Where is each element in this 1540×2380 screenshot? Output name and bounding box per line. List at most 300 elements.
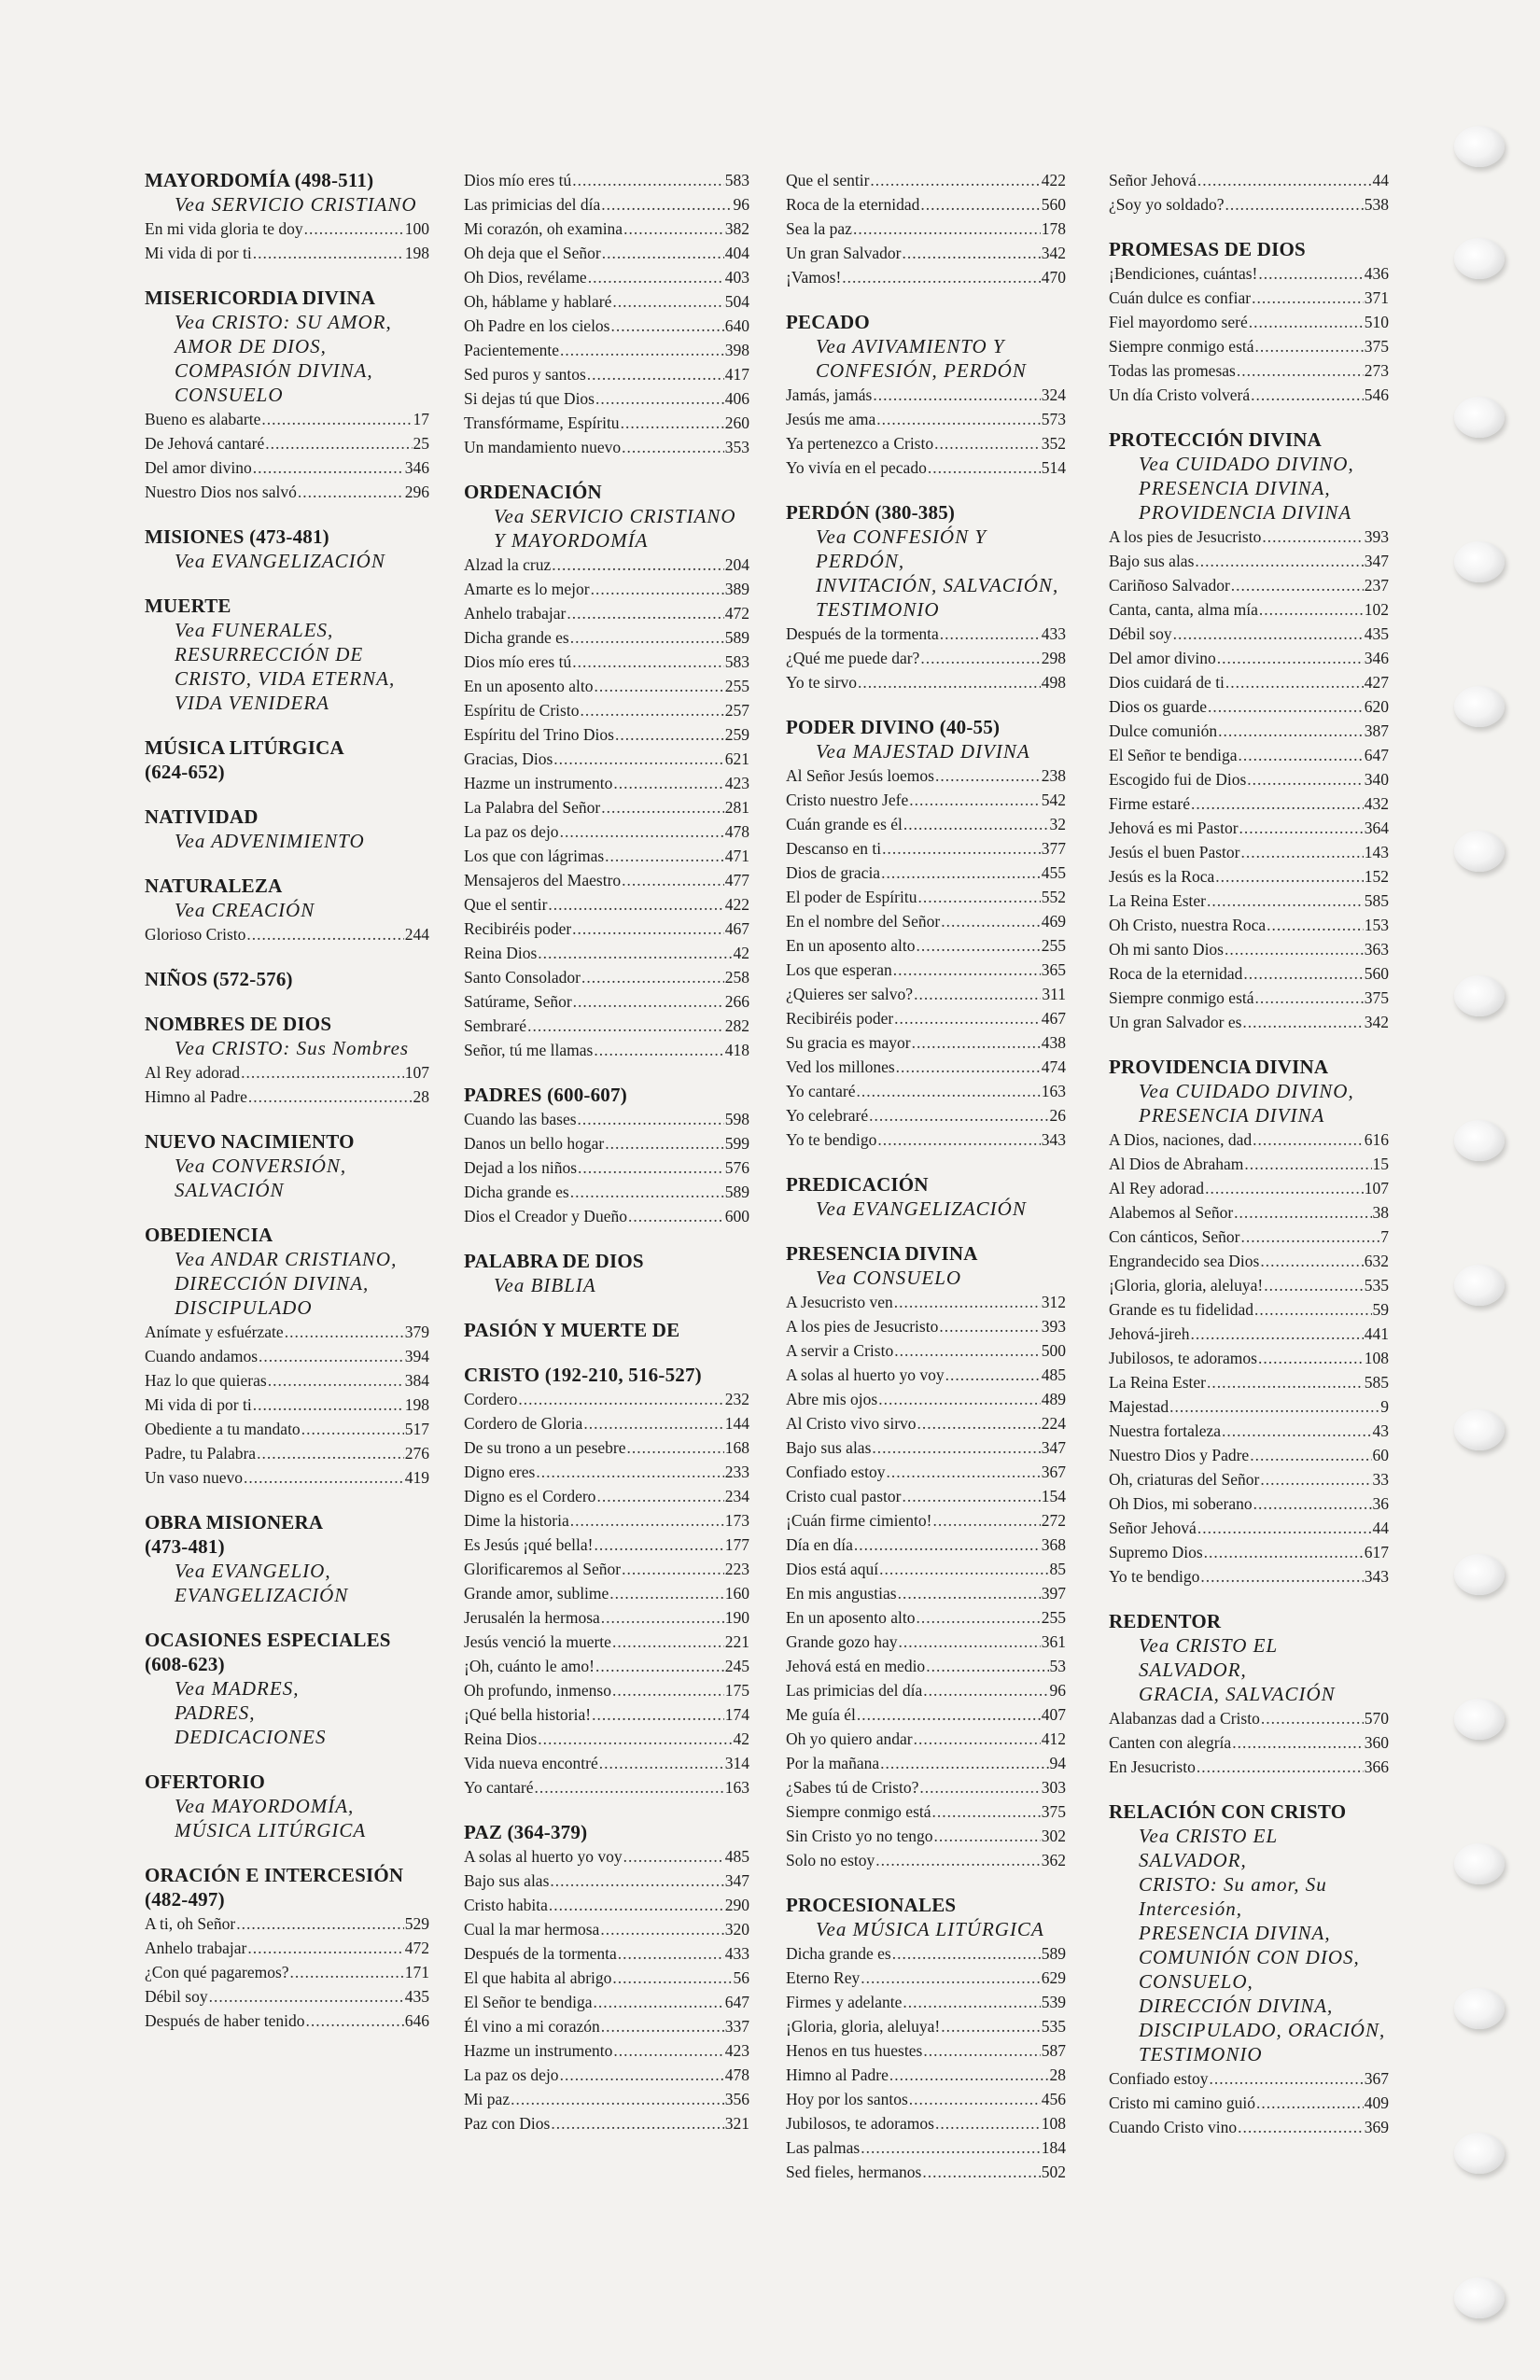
section-heading: OBEDIENCIA	[145, 1224, 273, 1246]
index-section	[145, 1887, 429, 2033]
see-also-reference: Vea CREACIÓN	[175, 899, 315, 921]
dot-leader	[854, 1533, 1041, 1557]
dot-leader	[861, 1966, 1041, 1990]
dot-leader	[898, 1581, 1041, 1605]
section-heading: MÚSICA LITÚRGICA	[145, 736, 344, 759]
hymn-title: Jesús el buen Pastor	[1109, 843, 1240, 861]
hymn-number: 403	[724, 268, 749, 287]
index-entry	[786, 2160, 1066, 2184]
hymn-number: 546	[1364, 385, 1389, 404]
hymn-number: 224	[1041, 1414, 1066, 1433]
dot-leader	[304, 217, 404, 241]
dot-leader	[572, 168, 724, 192]
index-section	[145, 168, 429, 265]
hymn-title: Digno eres	[464, 1463, 536, 1481]
section-spacer	[786, 1872, 1066, 1893]
index-section	[145, 594, 429, 715]
hymn-title: Oh yo quiero andar	[786, 1729, 913, 1748]
index-entry	[786, 1966, 1066, 1990]
hymn-title: Cristo mi camino guió	[1109, 2093, 1256, 2112]
hymn-number: 422	[724, 895, 749, 914]
hymn-title: El que habita al abrigo	[464, 1968, 612, 1987]
dot-leader	[857, 1702, 1041, 1727]
index-entry	[1109, 1370, 1389, 1394]
index-entry	[786, 1435, 1066, 1460]
hymn-title: Al Dios de Abraham	[1109, 1155, 1244, 1173]
dot-leader	[1254, 1297, 1371, 1322]
dot-leader	[592, 1702, 724, 1727]
dot-leader	[1197, 1755, 1364, 1779]
index-entry	[464, 989, 749, 1014]
hymn-number: 616	[1364, 1130, 1389, 1149]
hymn-number: 472	[724, 604, 749, 623]
hymn-title: Bueno es alabarte	[145, 410, 261, 428]
dot-leader	[889, 2063, 1049, 2087]
index-entry	[786, 1363, 1066, 1387]
index-entry	[786, 958, 1066, 982]
index-entry	[1109, 286, 1389, 310]
hymn-title: Siempre conmigo está	[786, 1802, 931, 1821]
index-entry	[464, 289, 749, 314]
hymn-number: 552	[1041, 888, 1066, 906]
hymn-title: Oh profundo, inmenso	[464, 1681, 611, 1700]
section-heading: MAYORDOMÍA (498-511)	[145, 169, 374, 191]
hymn-title: Cristo habita	[464, 1896, 548, 1914]
index-entry	[786, 1387, 1066, 1411]
dot-leader	[1173, 622, 1364, 646]
hymn-title: Eterno Rey	[786, 1968, 861, 1987]
hymn-title: Cuán grande es él	[786, 815, 903, 833]
hymn-title: Jehová-jireh	[1109, 1324, 1190, 1343]
section-heading: PODER DIVINO (40-55)	[786, 716, 1001, 738]
hymn-title: Canta, canta, alma mía	[1109, 600, 1258, 619]
hymn-number: 469	[1041, 912, 1066, 931]
dot-leader	[1262, 525, 1363, 549]
index-entry	[1109, 1297, 1389, 1322]
hymn-title: Al Cristo vivo sirvo	[786, 1414, 917, 1433]
dot-leader	[253, 455, 404, 480]
index-entry	[1109, 192, 1389, 217]
index-entry	[786, 265, 1066, 289]
hymn-number: 25	[413, 434, 429, 453]
dot-leader	[549, 1893, 724, 1917]
dot-leader	[594, 1038, 723, 1062]
section-spacer	[786, 289, 1066, 310]
dot-leader	[261, 407, 412, 431]
hymn-title: Mensajeros del Maestro	[464, 871, 622, 889]
index-entry	[145, 1465, 429, 1490]
index-entry	[786, 622, 1066, 646]
index-entry	[786, 1508, 1066, 1533]
hymn-number: 620	[1364, 697, 1389, 716]
hymn-number: 44	[1372, 1519, 1389, 1537]
hymn-title: Señor Jehová	[1109, 1519, 1197, 1537]
index-section	[786, 715, 1066, 1152]
hymn-title: A los pies de Jesucristo	[1109, 527, 1262, 546]
dot-leader	[247, 1936, 403, 1960]
binding-hole-icon	[1454, 2277, 1505, 2318]
hymn-number: 9	[1380, 1397, 1389, 1416]
hymn-number: 160	[724, 1584, 749, 1603]
index-entry	[786, 1127, 1066, 1152]
hymn-title: Al Señor Jesús loemos	[786, 766, 934, 785]
hymn-title: Jesús venció la muerte	[464, 1632, 611, 1651]
dot-leader	[601, 2014, 724, 2038]
index-entry	[786, 431, 1066, 455]
index-entry	[1109, 791, 1389, 816]
hymn-number: 342	[1364, 1013, 1389, 1031]
hymn-title: Sembraré	[464, 1016, 527, 1035]
hymn-number: 337	[724, 2017, 749, 2036]
hymn-title: En un aposento alto	[786, 1608, 916, 1627]
hymn-title: ¡Oh, cuánto le amo!	[464, 1657, 595, 1675]
dot-leader	[1215, 864, 1364, 889]
hymn-number: 412	[1041, 1729, 1066, 1748]
hymn-number: 587	[1041, 2041, 1066, 2060]
hymn-title: Oh Cristo, nuestra Roca	[1109, 916, 1267, 934]
index-entry	[1109, 889, 1389, 913]
hymn-title: Al Rey adorad	[1109, 1179, 1205, 1197]
index-entry	[786, 933, 1066, 958]
binding-hole-icon	[1454, 397, 1505, 438]
hymn-title: A ti, oh Señor	[145, 1914, 236, 1933]
dot-leader	[551, 2111, 723, 2135]
hymn-number: 467	[1041, 1009, 1066, 1028]
see-also-reference: PRESENCIA DIVINA	[1139, 1104, 1325, 1127]
index-entry	[464, 338, 749, 362]
hymn-title: Dios mío eres tú	[464, 652, 572, 671]
index-entry	[145, 1344, 429, 1368]
section-spacer	[145, 265, 429, 286]
hymn-title: Cual la mar hermosa	[464, 1920, 600, 1939]
index-section	[145, 1652, 429, 1749]
see-also-reference: VIDA VENIDERA	[175, 692, 329, 714]
index-section	[145, 1628, 429, 1652]
section-heading: (482-497)	[145, 1888, 225, 1911]
hymn-title: Oh, criaturas del Señor	[1109, 1470, 1260, 1489]
see-also-reference: Vea CUIDADO DIVINO,	[1139, 453, 1354, 475]
dot-leader	[1253, 1491, 1372, 1516]
index-entry	[464, 650, 749, 674]
see-also-reference: TESTIMONIO	[1139, 2043, 1263, 2065]
dot-leader	[290, 1960, 404, 1984]
index-entry	[1109, 358, 1389, 383]
hymn-title: A solas al huerto yo voy	[786, 1365, 945, 1384]
section-heading: PAZ (364-379)	[464, 1821, 588, 1843]
dot-leader	[599, 1751, 724, 1775]
see-also-reference: Vea EVANGELIZACIÓN	[175, 550, 385, 572]
see-also-reference: CONFESIÓN, PERDÓN	[816, 359, 1027, 382]
hymn-title: Sed fieles, hermanos	[786, 2163, 922, 2181]
hymn-number: 382	[724, 219, 749, 238]
hymn-title: Roca de la eternidad	[786, 195, 920, 214]
dot-leader	[1258, 1346, 1364, 1370]
hymn-number: 365	[1041, 960, 1066, 979]
hymn-title: En Jesucristo	[1109, 1757, 1196, 1776]
index-entry	[464, 314, 749, 338]
hymn-number: 343	[1364, 1567, 1389, 1586]
hymn-title: Oh Padre en los cielos	[464, 316, 610, 335]
dot-leader	[932, 1799, 1041, 1824]
index-entry	[464, 674, 749, 698]
section-spacer	[1109, 1034, 1389, 1055]
index-entry	[464, 386, 749, 411]
hymn-number: 143	[1364, 843, 1389, 861]
see-also-reference: Vea MAYORDOMÍA,	[175, 1795, 355, 1817]
hymn-title: Vida nueva encontré	[464, 1754, 598, 1772]
see-also-reference: PROVIDENCIA DIVINA	[1139, 501, 1352, 524]
dot-leader	[612, 1630, 724, 1654]
see-also-reference: Vea ANDAR CRISTIANO,	[175, 1248, 398, 1270]
index-entry	[1109, 2091, 1389, 2115]
hymn-number: 17	[413, 410, 429, 428]
dot-leader	[560, 2063, 724, 2087]
index-entry	[464, 1966, 749, 1990]
dot-leader	[1195, 549, 1363, 573]
see-also-reference: Vea CRISTO: Sus Nombres	[175, 1037, 410, 1059]
index-entry	[464, 917, 749, 941]
hymn-number: 232	[724, 1390, 749, 1408]
index-section	[464, 1820, 749, 2135]
index-entry	[1109, 719, 1389, 743]
hymn-number: 570	[1364, 1709, 1389, 1728]
hymn-number: 598	[724, 1110, 749, 1128]
index-entry	[464, 1411, 749, 1435]
dot-leader	[886, 1460, 1040, 1484]
dot-leader	[878, 1387, 1041, 1411]
hymn-number: 535	[1041, 2017, 1066, 2036]
section-spacer	[464, 1342, 749, 1363]
section-heading: NATIVIDAD	[145, 805, 259, 828]
hymn-number: 485	[724, 1847, 749, 1866]
hymn-number: 221	[724, 1632, 749, 1651]
hymn-title: Fiel mayordomo seré	[1109, 313, 1248, 331]
hymn-title: Glorioso Cristo	[145, 925, 246, 944]
see-also-reference: CONSUELO,	[1139, 1970, 1253, 1993]
index-entry	[464, 362, 749, 386]
dot-leader	[1250, 1443, 1371, 1467]
index-entry	[464, 1533, 749, 1557]
dot-leader	[903, 812, 1049, 836]
hymn-number: 290	[724, 1896, 749, 1914]
index-entry	[1109, 1273, 1389, 1297]
dot-leader	[578, 1155, 724, 1180]
index-entry	[464, 1702, 749, 1727]
index-section	[464, 1083, 749, 1228]
hymn-number: 542	[1041, 791, 1066, 809]
hymn-number: 42	[733, 1729, 749, 1748]
index-entry	[1109, 2115, 1389, 2139]
index-entry	[1109, 2066, 1389, 2091]
index-entry	[464, 1387, 749, 1411]
index-entry	[786, 1605, 1066, 1630]
hymn-title: Al Rey adorad	[145, 1063, 241, 1082]
hymn-title: El poder de Espíritu	[786, 888, 917, 906]
index-entry	[1109, 525, 1389, 549]
hymn-number: 617	[1364, 1543, 1389, 1561]
index-entry	[786, 407, 1066, 431]
index-entry	[1109, 1225, 1389, 1249]
index-entry	[1109, 743, 1389, 767]
hymn-number: 502	[1041, 2163, 1066, 2181]
hymn-number: 85	[1049, 1560, 1066, 1578]
dot-leader	[1207, 889, 1364, 913]
index-entry	[786, 1581, 1066, 1605]
hymn-number: 153	[1364, 916, 1389, 934]
section-spacer	[145, 784, 429, 805]
dot-leader	[1239, 816, 1364, 840]
hymn-number: 26	[1049, 1106, 1066, 1125]
hymn-number: 255	[1041, 1608, 1066, 1627]
index-entry	[464, 965, 749, 989]
index-entry	[1109, 261, 1389, 286]
dot-leader	[1247, 767, 1363, 791]
hymn-number: 7	[1380, 1227, 1389, 1246]
dot-leader	[602, 241, 724, 265]
hymn-title: Sin Cristo yo no tengo	[786, 1827, 933, 1845]
dot-leader	[1253, 1127, 1364, 1152]
hymn-number: 340	[1364, 770, 1389, 789]
index-section	[464, 1363, 749, 1799]
index-entry	[1109, 670, 1389, 694]
section-spacer	[145, 504, 429, 525]
index-entry	[145, 455, 429, 480]
dot-leader	[570, 1508, 724, 1533]
hymn-number: 419	[404, 1468, 429, 1487]
dot-leader	[1239, 743, 1364, 767]
hymn-title: Del amor divino	[1109, 649, 1216, 667]
index-entry	[464, 1155, 749, 1180]
section-spacer	[1109, 217, 1389, 237]
hymn-title: Yo cantaré	[786, 1082, 856, 1100]
section-heading: PROVIDENCIA DIVINA	[1109, 1056, 1329, 1078]
section-heading: PERDÓN (380-385)	[786, 501, 956, 524]
dot-leader	[622, 868, 724, 892]
section-heading: NOMBRES DE DIOS	[145, 1013, 332, 1035]
hymn-number: 102	[1364, 600, 1389, 619]
hymn-number: 384	[404, 1371, 429, 1390]
hymn-number: 375	[1364, 337, 1389, 356]
see-also-reference: Vea BIBLIA	[494, 1274, 596, 1296]
see-also-reference: Vea CRISTO EL SALVADOR,	[1139, 1825, 1278, 1871]
dot-leader	[623, 217, 724, 241]
index-section	[786, 168, 1066, 289]
dot-leader	[1169, 1394, 1379, 1419]
dot-leader	[298, 480, 404, 504]
index-entry	[464, 241, 749, 265]
index-entry	[1109, 646, 1389, 670]
hymn-number: 258	[724, 968, 749, 987]
section-heading: PECADO	[786, 311, 870, 333]
index-entry	[464, 577, 749, 601]
hymn-number: 178	[1041, 219, 1066, 238]
section-spacer	[464, 459, 749, 480]
hymn-title: Me guía él	[786, 1705, 856, 1724]
hymn-title: Cuando las bases	[464, 1110, 577, 1128]
hymn-number: 343	[1041, 1130, 1066, 1149]
hymn-number: 423	[724, 774, 749, 792]
dot-leader	[209, 1984, 404, 2009]
hymn-number: 394	[404, 1347, 429, 1365]
index-entry	[786, 1484, 1066, 1508]
hymn-number: 171	[404, 1963, 429, 1981]
dot-leader	[265, 431, 412, 455]
hymn-title: El Señor te bendiga	[1109, 746, 1238, 764]
hymn-number: 583	[724, 652, 749, 671]
dot-leader	[1255, 986, 1364, 1010]
dot-leader	[928, 455, 1041, 480]
binding-hole-icon	[1454, 1699, 1505, 1740]
see-also-reference: Vea CONSUELO	[816, 1267, 962, 1289]
index-entry	[1109, 961, 1389, 986]
dot-leader	[880, 1751, 1048, 1775]
dot-leader	[926, 1654, 1048, 1678]
hymn-number: 409	[1364, 2093, 1389, 2112]
dot-leader	[1249, 310, 1364, 334]
hymn-number: 198	[404, 244, 429, 262]
hymn-title: Sed puros y santos	[464, 365, 586, 384]
hymn-title: Yo vivía en el pecado	[786, 458, 927, 477]
see-also-reference: DIRECCIÓN DIVINA,	[1139, 1995, 1334, 2017]
hymn-number: 347	[1041, 1438, 1066, 1457]
hymn-title: Anímate y esfuérzate	[145, 1323, 284, 1341]
dot-leader	[923, 2038, 1040, 2063]
hymn-number: 238	[1041, 766, 1066, 785]
hymn-number: 94	[1049, 1754, 1066, 1772]
index-entry	[464, 435, 749, 459]
dot-leader	[941, 909, 1041, 933]
hymn-number: 398	[724, 341, 749, 359]
hymn-title: Himno al Padre	[145, 1087, 247, 1106]
hymn-title: Mi vida di por ti	[145, 1395, 252, 1414]
hymn-title: Señor, tú me llamas	[464, 1041, 594, 1059]
index-entry	[786, 1103, 1066, 1127]
hymn-title: Confiado estoy	[1109, 2069, 1209, 2088]
hymn-title: Mi corazón, oh examina	[464, 219, 623, 238]
index-entry	[464, 265, 749, 289]
dot-leader	[1225, 937, 1364, 961]
see-also-reference: CRISTO: Su amor, Su	[1139, 1873, 1327, 1896]
hymn-number: 535	[1364, 1276, 1389, 1295]
dot-leader	[853, 217, 1041, 241]
dot-leader	[1204, 1540, 1364, 1564]
index-entry	[786, 1557, 1066, 1581]
index-section	[145, 525, 429, 573]
hymn-title: Paz con Dios	[464, 2114, 551, 2133]
dot-leader	[1234, 1200, 1371, 1225]
index-entry	[464, 1727, 749, 1751]
binding-hole-icon	[1454, 1265, 1505, 1306]
hymn-number: 223	[724, 1560, 749, 1578]
dot-leader	[894, 1338, 1041, 1363]
hymn-title: Siempre conmigo está	[1109, 337, 1254, 356]
hymn-number: 15	[1372, 1155, 1389, 1173]
hymn-number: 244	[404, 925, 429, 944]
dot-leader	[857, 1079, 1041, 1103]
see-also-reference: Vea SERVICIO CRISTIANO	[175, 193, 417, 216]
see-also-reference: DISCIPULADO	[175, 1296, 313, 1319]
index-entry	[464, 1557, 749, 1581]
index-entry	[1109, 1127, 1389, 1152]
dot-leader	[536, 1460, 723, 1484]
index-entry	[1109, 864, 1389, 889]
hymn-number: 174	[724, 1705, 749, 1724]
hymn-title: Todas las promesas	[1109, 361, 1236, 380]
hymn-title: Dulce comunión	[1109, 721, 1218, 740]
index-entry	[464, 941, 749, 965]
hymn-title: Con cánticos, Señor	[1109, 1227, 1240, 1246]
dot-leader	[306, 2009, 404, 2033]
